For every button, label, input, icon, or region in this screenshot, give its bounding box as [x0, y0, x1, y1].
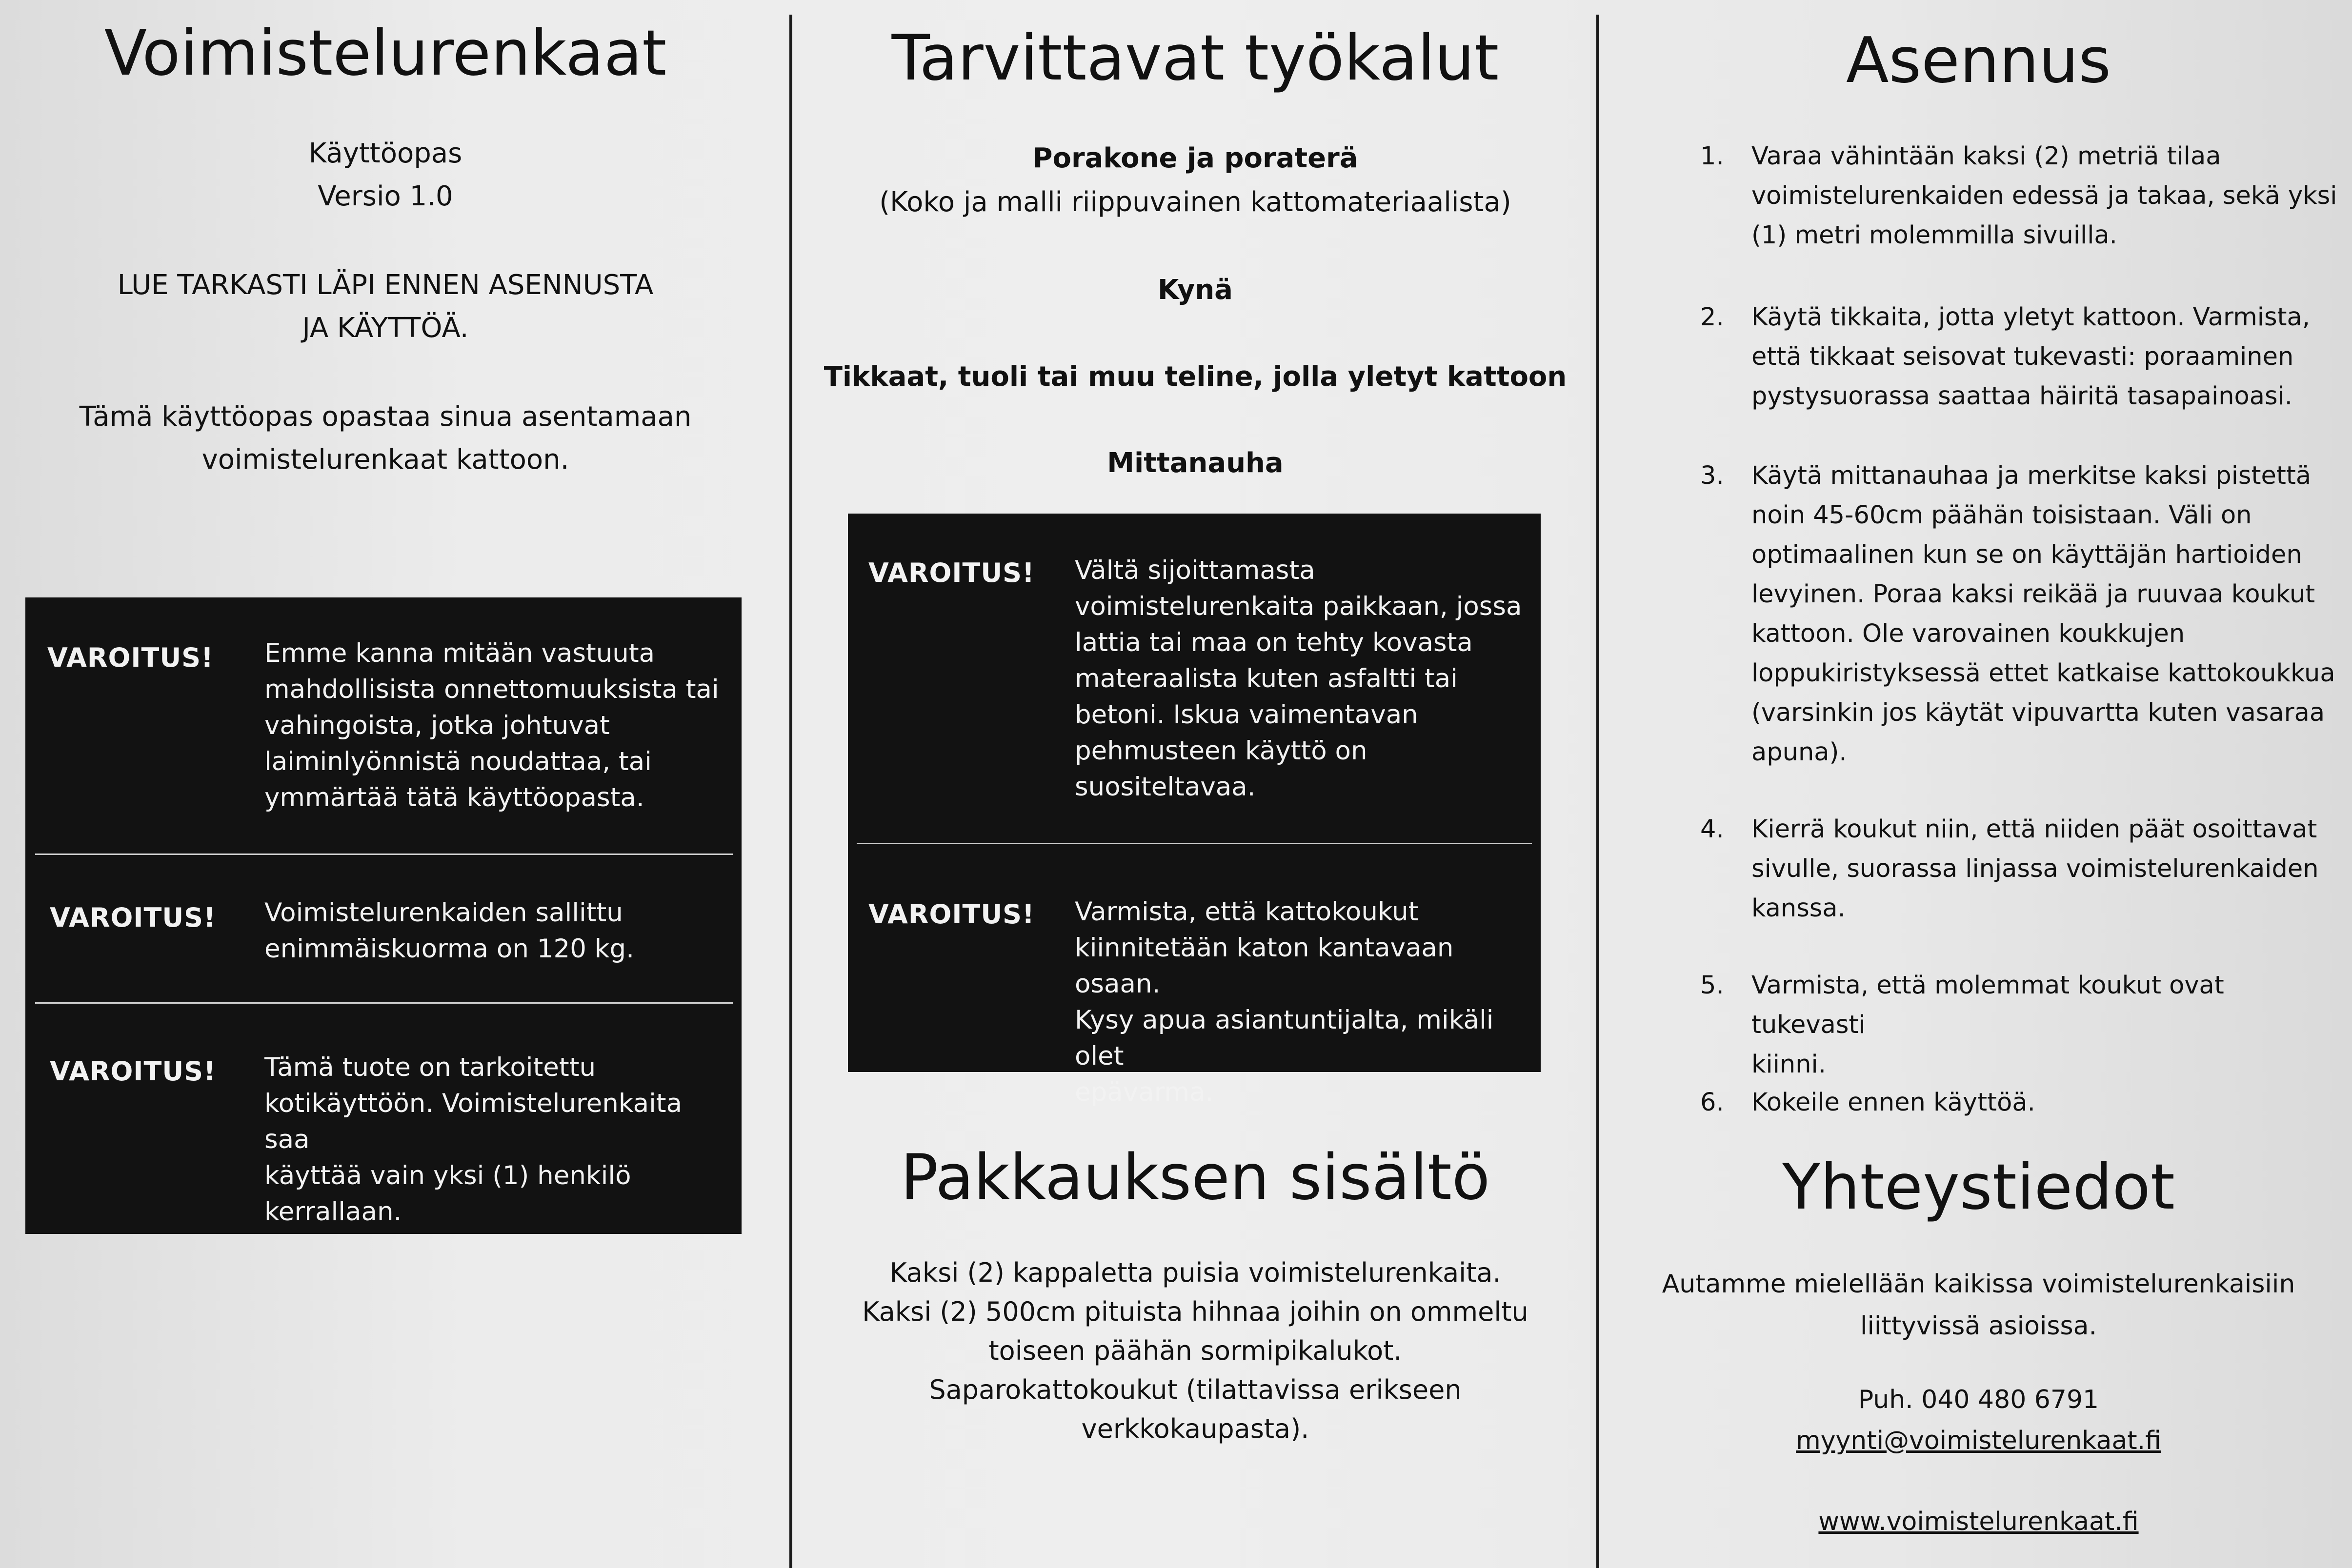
warning-line: pehmusteen käyttö on: [1075, 736, 1367, 766]
contents-line: verkkokaupasta).: [1081, 1413, 1309, 1444]
step-line: noin 45-60cm päähän toisistaan. Väli on: [1751, 501, 2252, 530]
warning-row: [25, 856, 742, 1002]
step-text: [1751, 810, 2339, 928]
step-line: sivulle, suorassa linjassa voimistelurenkaiden: [1751, 854, 2319, 883]
step-number: 5.: [1700, 971, 1724, 1000]
column-divider-right: [1596, 15, 1599, 1568]
contact-title: Yhteystiedot: [1782, 1151, 2175, 1224]
step-line: että tikkaat seisovat tukevasti: poraaminen: [1751, 342, 2294, 371]
warning-label: VAROITUS!: [50, 902, 216, 933]
warning-line: Emme kanna mitään vastuuta: [264, 638, 655, 668]
step-line: Varaa vähintään kaksi (2) metriä tilaa: [1751, 142, 2221, 171]
installation-title: Asennus: [1846, 24, 2111, 97]
warning-line: ymmärtää tätä käyttöopasta.: [264, 783, 644, 813]
warning-line: lattia tai maa on tehty kovasta: [1075, 628, 1473, 657]
read-notice-line-2: JA KÄYTTÖÄ.: [302, 312, 469, 344]
intro-line-2: voimistelurenkaat kattoon.: [201, 444, 569, 476]
warning-line: Tämä tuote on tarkoitettu: [264, 1052, 596, 1082]
warning-label: VAROITUS!: [50, 1056, 216, 1087]
step-text: [1751, 966, 2339, 1084]
warning-text: [264, 1050, 733, 1230]
warning-row: [25, 1005, 742, 1234]
tool-drill: Porakone ja poraterä: [1032, 142, 1358, 174]
step-line: Käytä mittanauhaa ja merkitse kaksi pistettä: [1751, 461, 2312, 490]
tool-drill-note: (Koko ja malli riippuvainen kattomateriaalista): [879, 186, 1511, 218]
contents-line: Kaksi (2) kappaletta puisia voimistelurenkaita.: [889, 1257, 1501, 1288]
warning-line: laiminlyönnistä noudattaa, tai: [264, 747, 652, 776]
step-text: [1751, 137, 2339, 255]
intro-line-1: Tämä käyttöopas opastaa sinua asentamaan: [79, 401, 692, 433]
website-link[interactable]: www.voimistelurenkaat.fi: [1818, 1507, 2139, 1536]
manual-subtitle: Käyttöopas: [308, 138, 462, 169]
warning-box-middle: [848, 514, 1541, 1107]
warning-line: betoni. Iskua vaimentavan: [1075, 700, 1418, 730]
step-line: Kierrä koukut niin, että niiden päät osoittavat: [1751, 815, 2317, 844]
warning-text: [264, 635, 733, 816]
step-line: kiinni.: [1751, 1050, 1826, 1079]
tools-title: Tarvittavat työkalut: [891, 22, 1499, 95]
step-text: [1751, 298, 2339, 416]
warning-label: VAROITUS!: [47, 642, 214, 673]
warning-line: epävarma.: [1075, 1077, 1214, 1107]
warning-line: voimistelurenkaita paikkaan, jossa: [1075, 592, 1522, 621]
tool-measuring-tape: Mittanauha: [1107, 447, 1284, 479]
step-line: (1) metri molemmilla sivuilla.: [1751, 221, 2117, 250]
step-number: 2.: [1700, 303, 1724, 332]
contact-text-line: liittyvissä asioissa.: [1860, 1311, 2097, 1341]
warning-row: [25, 597, 742, 856]
warning-row: [848, 845, 1541, 1107]
contact-phone: Puh. 040 480 6791: [1858, 1385, 2099, 1414]
warning-line: suositeltavaa.: [1075, 772, 1256, 802]
warning-divider: [35, 853, 733, 855]
step-number: 3.: [1700, 461, 1724, 490]
contents-line: toiseen päähän sormipikalukot.: [988, 1335, 1402, 1366]
contents-line: Saparokattokoukut (tilattavissa erikseen: [929, 1374, 1462, 1405]
step-line: kattoon. Ole varovainen koukkujen: [1751, 619, 2185, 648]
step-line: Varmista, että molemmat koukut ovat tukevasti: [1751, 971, 2224, 1039]
tool-pen: Kynä: [1158, 274, 1233, 306]
contact-text: [1605, 1263, 2352, 1347]
warning-line: mahdollisista onnettomuuksista tai: [264, 675, 719, 704]
step-line: levyinen. Poraa kaksi reikää ja ruuvaa koukut: [1751, 580, 2315, 609]
contact-email-link[interactable]: myynti@voimistelurenkaat.fi: [1796, 1426, 2161, 1455]
column-divider-left: [789, 15, 792, 1568]
warning-line: kerrallaan.: [264, 1197, 402, 1227]
page-title: Voimistelurenkaat: [104, 17, 667, 90]
warning-line: Vältä sijoittamasta: [1075, 556, 1315, 585]
warning-text: [1075, 894, 1531, 1111]
step-line: optimaalinen kun se on käyttäjän hartioiden: [1751, 540, 2302, 569]
warning-line: kiinnitetään katon kantavaan osaan.: [1075, 933, 1454, 999]
warning-text: [264, 895, 733, 967]
warning-line: käyttää vain yksi (1) henkilö: [264, 1161, 631, 1191]
warning-divider: [35, 1002, 733, 1004]
warning-line: Varmista, että kattokoukut: [1075, 897, 1419, 927]
warning-line: vahingoista, jotka johtuvat: [264, 711, 610, 740]
warning-line: Kysy apua asiantuntijalta, mikäli olet: [1075, 1005, 1494, 1071]
warning-line: enimmäiskuorma on 120 kg.: [264, 934, 634, 964]
warning-label: VAROITUS!: [868, 557, 1035, 588]
contents-line: Kaksi (2) 500cm pituista hihnaa joihin on ommeltu: [862, 1296, 1528, 1327]
tool-ladder: Tikkaat, tuoli tai muu teline, jolla yletyt kattoon: [824, 361, 1567, 393]
step-line: (varsinkin jos käytät vipuvartta kuten vasaraa: [1751, 698, 2325, 727]
step-line: Kokeile ennen käyttöä.: [1751, 1088, 2035, 1117]
step-text: [1751, 456, 2339, 772]
step-line: apuna).: [1751, 738, 1847, 767]
step-number: 6.: [1700, 1088, 1724, 1117]
step-number: 4.: [1700, 815, 1724, 844]
warning-label: VAROITUS!: [868, 899, 1035, 930]
step-number: 1.: [1700, 142, 1724, 171]
version-label: Versio 1.0: [318, 180, 453, 212]
step-line: loppukiristyksessä ettet katkaise kattokoukkua: [1751, 659, 2335, 688]
warning-row: [848, 514, 1541, 845]
contents-title: Pakkauksen sisältö: [900, 1141, 1490, 1214]
step-line: Käytä tikkaita, jotta yletyt kattoon. Varmista,: [1751, 303, 2310, 332]
contents-list: [800, 1253, 1590, 1449]
step-line: pystysuorassa saattaa häiritä tasapainoasi.: [1751, 382, 2292, 411]
contact-text-line: Autamme mielellään kaikissa voimistelurenkaisiin: [1662, 1270, 2295, 1299]
warning-divider: [857, 843, 1532, 844]
read-notice-line-1: LUE TARKASTI LÄPI ENNEN ASENNUSTA: [117, 269, 654, 301]
step-line: voimistelurenkaiden edessä ja takaa, sekä yksi: [1751, 181, 2337, 210]
warning-text: [1075, 553, 1528, 805]
step-text: [1751, 1083, 2339, 1122]
warning-line: materaalista kuten asfaltti tai: [1075, 664, 1458, 694]
step-line: kanssa.: [1751, 894, 1846, 923]
warning-line: Voimistelurenkaiden sallittu: [264, 898, 623, 928]
warning-line: kotikäyttöön. Voimistelurenkaita saa: [264, 1089, 683, 1154]
warning-box-left: [25, 597, 742, 1234]
